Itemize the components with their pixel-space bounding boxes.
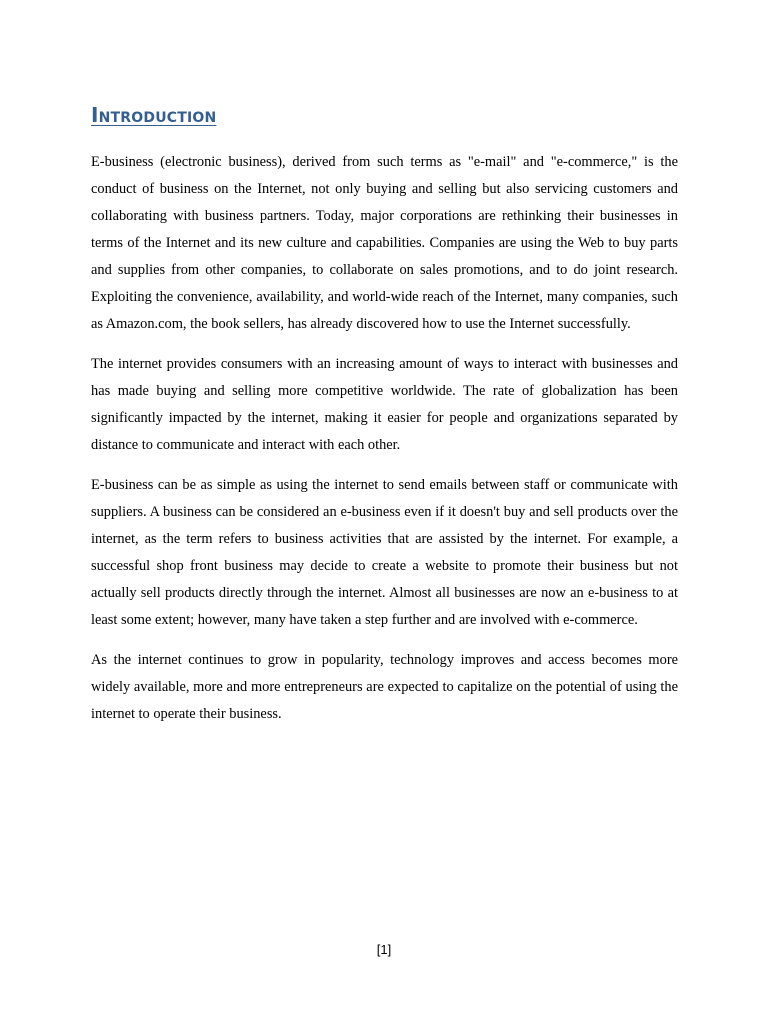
paragraph-2: The internet provides consumers with an increasing amount of ways to interact with businesses and has made buying and selling more competitive worldwide. The rate of globalization has been significantly impacted by the internet, making it easier for people and organizations separated by distance to communicate and interact with each other.	[91, 356, 678, 453]
body-text	[91, 149, 678, 741]
paragraph-4: As the internet continues to grow in popularity, technology improves and access becomes more widely available, more and more entrepreneurs are expected to capitalize on the potential of using the internet to operate their business.	[91, 652, 678, 722]
paragraph-1: E-business (electronic business), derived from such terms as "e-mail" and "e-commerce," is the conduct of business on the Internet, not only buying and selling but also servicing customers and collaborating with business partners. Today, major corporations are rethinking their businesses in terms of the Internet and its new culture and capabilities. Companies are using the Web to buy parts and supplies from other companies, to collaborate on sales promotions, and to do joint research. Exploiting the convenience, availability, and world-wide reach of the Internet, many companies, such as Amazon.com, the book sellers, has already discovered how to use the Internet successfully.	[91, 154, 678, 332]
section-heading: Introduction	[91, 103, 217, 127]
paragraph-3: E-business can be as simple as using the internet to send emails between staff or communicate with suppliers. A business can be considered an e-business even if it doesn't buy and sell products over the internet, as the term refers to business activities that are assisted by the internet. For example, a successful shop front business may decide to create a website to promote their business but not actually sell products directly through the internet. Almost all businesses are now an e-business to at least some extent; however, many have taken a step further and are involved with e-commerce.	[91, 477, 678, 628]
page-number: [1]	[376, 942, 392, 957]
